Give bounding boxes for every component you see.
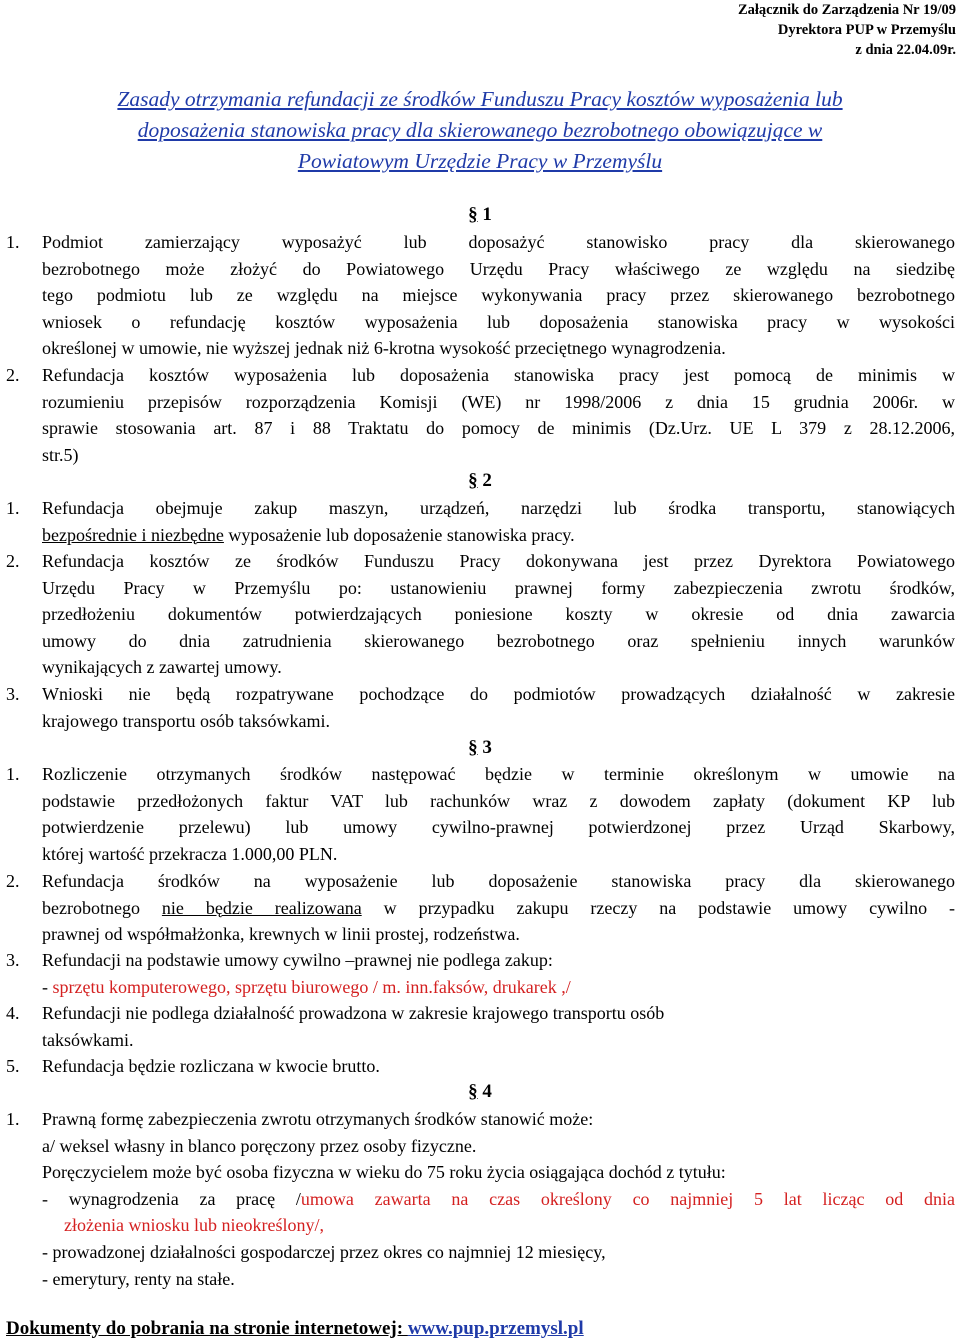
text-line: Refundacji na podstawie umowy cywilno –prawnej nie podlega zakup:	[42, 950, 553, 970]
item-number: 3.	[6, 950, 20, 970]
text-fragment: -	[42, 976, 53, 997]
text-line: Refundacja będzie rozliczana w kwocie brutto.	[42, 1056, 380, 1076]
list-item	[6, 947, 955, 1000]
item-text	[42, 1000, 955, 1053]
text-line: taksówkami.	[42, 1029, 134, 1050]
item-text	[42, 1106, 955, 1292]
item-text	[42, 947, 955, 1000]
text-line: podstawie przedłożonych faktur VAT lub rachunków wraz z dowodem zapłaty (dokument KP lub	[42, 790, 955, 811]
text-line: wniosek o refundację kosztów wyposażenia lub doposażenia stanowiska pracy w wysokości	[42, 311, 955, 332]
header-line: Załącznik do Zarządzenia Nr 19/09	[737, 2, 956, 18]
list-item	[6, 1106, 955, 1292]
list-item	[6, 1053, 955, 1080]
footer	[6, 1318, 584, 1340]
text-line: Refundacja kosztów ze środków Funduszu Pracy dokonywana jest przez Dyrektora Powiatowego	[42, 551, 955, 571]
item-text	[42, 362, 955, 468]
highlighted-red-text: sprzętu komputerowego, sprzętu biurowego / m. inn.faksów, drukarek ,/	[52, 976, 571, 997]
text-line: Refundacja kosztów wyposażenia lub doposażenia stanowiska pracy jest pomocą de minimis w	[42, 365, 955, 385]
text-line	[42, 974, 955, 1001]
text-line: - prowadzonej działalności gospodarczej przez okres co najmniej 12 miesięcy,	[42, 1241, 606, 1262]
text-line: Rozliczenie otrzymanych środków następować będzie w terminie określonym w umowie na	[42, 764, 955, 784]
item-text	[42, 229, 955, 256]
section-number: 3	[482, 737, 492, 758]
text-line: umowy do dnia zatrudnienia skierowanego bezrobotnego oraz spełnieniu innych warunków	[42, 630, 955, 651]
item-text	[42, 495, 955, 548]
text-line: przedłożeniu dokumentów potwierdzających poniesione koszty w okresie od dnia zawarcia	[42, 604, 955, 625]
item-number: 4.	[6, 1003, 20, 1023]
header-line: Dyrektora PUP w Przemyślu	[777, 22, 956, 38]
list-item	[6, 229, 955, 362]
section-heading-2	[0, 470, 960, 492]
text-line: Refundacja obejmuje zakup maszyn, urządzeń, narzędzi lub środka transportu, stanowiących	[42, 498, 955, 518]
highlighted-red-text: umowa zawarta na czas określony co najmniej 5 lat licząc od dnia	[300, 1188, 955, 1209]
item-text	[42, 761, 955, 867]
text-fragment: wyposażenie lub doposażenie stanowiska pracy.	[223, 524, 575, 545]
highlighted-red-text: złożenia wniosku lub nieokreślony/,	[64, 1215, 324, 1236]
text-line: Wnioski nie będą rozpatrywane pochodzące do podmiotów prowadzących działalność w zakresie	[42, 684, 955, 704]
item-text	[42, 868, 955, 948]
text-line: bezrobotnego może złożyć do Powiatowego Urzędu Pracy właściwego ze względu na siedzibę	[42, 258, 955, 279]
title-line: Powiatowym Urzędzie Pracy w Przemyślu	[297, 149, 663, 173]
text-line: a/ weksel własny in blanco poręczony przez osoby fizyczne.	[42, 1135, 477, 1156]
item-number: 3.	[6, 684, 20, 704]
footer-text: Dokumenty do pobrania na stronie internetowej:	[6, 1318, 408, 1339]
document-title	[20, 84, 940, 177]
text-line: wynikających z zawartej umowy.	[42, 657, 282, 678]
text-line: Prawną formę zabezpieczenia zwrotu otrzymanych środków stanowić może:	[42, 1109, 594, 1129]
website-link[interactable]: www.pup.przemysl.pl	[407, 1318, 584, 1339]
list-item	[6, 362, 955, 468]
text-line: Refundacji nie podlega działalność prowadzona w zakresie krajowego transportu osób	[42, 1003, 665, 1023]
section-symbol: §	[468, 204, 478, 225]
text-line: str.5)	[42, 444, 79, 465]
list-item	[6, 548, 955, 681]
text-line: Refundacja środków na wyposażenie lub doposażenie stanowiska pracy dla skierowanego	[42, 871, 955, 891]
item-number: 1.	[6, 764, 20, 784]
item-text	[42, 681, 955, 734]
section-number: 1	[482, 204, 492, 225]
header-line: z dnia 22.04.09r.	[855, 42, 956, 58]
list-item	[6, 681, 955, 734]
text-line: tego podmiotu lub ze względu na miejsce wykonywania pracy przez skierowanego bezrobotnego	[42, 285, 955, 306]
item-number: 2.	[6, 551, 20, 571]
text-line	[42, 522, 955, 549]
item-number: 5.	[6, 1056, 20, 1076]
text-line: której wartość przekracza 1.000,00 PLN.	[42, 843, 338, 864]
list-item	[6, 495, 955, 548]
attachment-header	[738, 0, 956, 60]
section-heading-3	[0, 737, 960, 759]
text-line: określonej w umowie, nie wyższej jednak niż 6-krotna wysokość przeciętnego wynagrodzenia.	[42, 338, 726, 359]
list-item	[6, 761, 955, 867]
text-line: krajowego transportu osób taksówkami.	[42, 710, 330, 731]
section-number: 2	[482, 470, 492, 491]
section-heading-1	[0, 204, 960, 226]
text-line	[42, 895, 955, 922]
text-line: Poręczycielem może być osoba fizyczna w wieku do 75 roku życia osiągająca dochód z tytułu:	[42, 1162, 726, 1183]
text-line: prawnej od współmałżonka, krewnych w linii prostej, rodzeństwa.	[42, 924, 520, 945]
item-number: 2.	[6, 365, 20, 385]
item-number: 1.	[6, 498, 20, 518]
text-line	[42, 1186, 955, 1213]
item-text	[42, 1053, 955, 1080]
text-fragment: w przypadku zakupu rzeczy na podstawie umowy cywilno -	[361, 897, 955, 918]
section-symbol: §	[468, 1081, 478, 1102]
text-fragment: - wynagrodzenia za pracę /	[42, 1188, 301, 1209]
list-item	[6, 868, 955, 948]
item-number: 1.	[6, 1109, 20, 1129]
title-line: Zasady otrzymania refundacji ze środków Funduszu Pracy kosztów wyposażenia lub	[117, 87, 843, 111]
item-text-continued	[42, 256, 955, 362]
item-number: 2.	[6, 871, 20, 891]
text-fragment: bezrobotnego	[42, 897, 162, 918]
title-line: doposażenia stanowiska pracy dla skierowanego bezrobotnego obowiązujące w	[137, 118, 823, 142]
item-text	[42, 548, 955, 681]
section-symbol: §	[468, 737, 478, 758]
section-number: 4	[482, 1081, 492, 1102]
underlined-phrase: bezpośrednie i niezbędne	[42, 524, 224, 545]
section-symbol: §	[468, 470, 478, 491]
list-item	[6, 1000, 955, 1053]
underlined-phrase: nie będzie realizowana	[161, 897, 362, 918]
text-line: rozumieniu przepisów rozporządzenia Komisji (WE) nr 1998/2006 z dnia 15 grudnia 2006r. w	[42, 391, 955, 412]
text-line: Urzędu Pracy w Przemyślu po: ustanowieniu prawnej formy zabezpieczenia zwrotu środków,	[42, 577, 955, 598]
text-line: sprawie stosowania art. 87 i 88 Traktatu do pomocy de minimis (Dz.Urz. UE L 379 z 28.12.2006,	[42, 418, 955, 439]
text-line: potwierdzenie przelewu) lub umowy cywilno-prawnej potwierdzonej przez Urząd Skarbowy,	[42, 817, 955, 838]
text-line: - emerytury, renty na stałe.	[42, 1268, 235, 1289]
item-number: 1.	[6, 232, 20, 252]
section-heading-4	[0, 1081, 960, 1103]
text-line: Podmiot zamierzający wyposażyć lub doposażyć stanowisko pracy dla skierowanego	[42, 232, 955, 252]
